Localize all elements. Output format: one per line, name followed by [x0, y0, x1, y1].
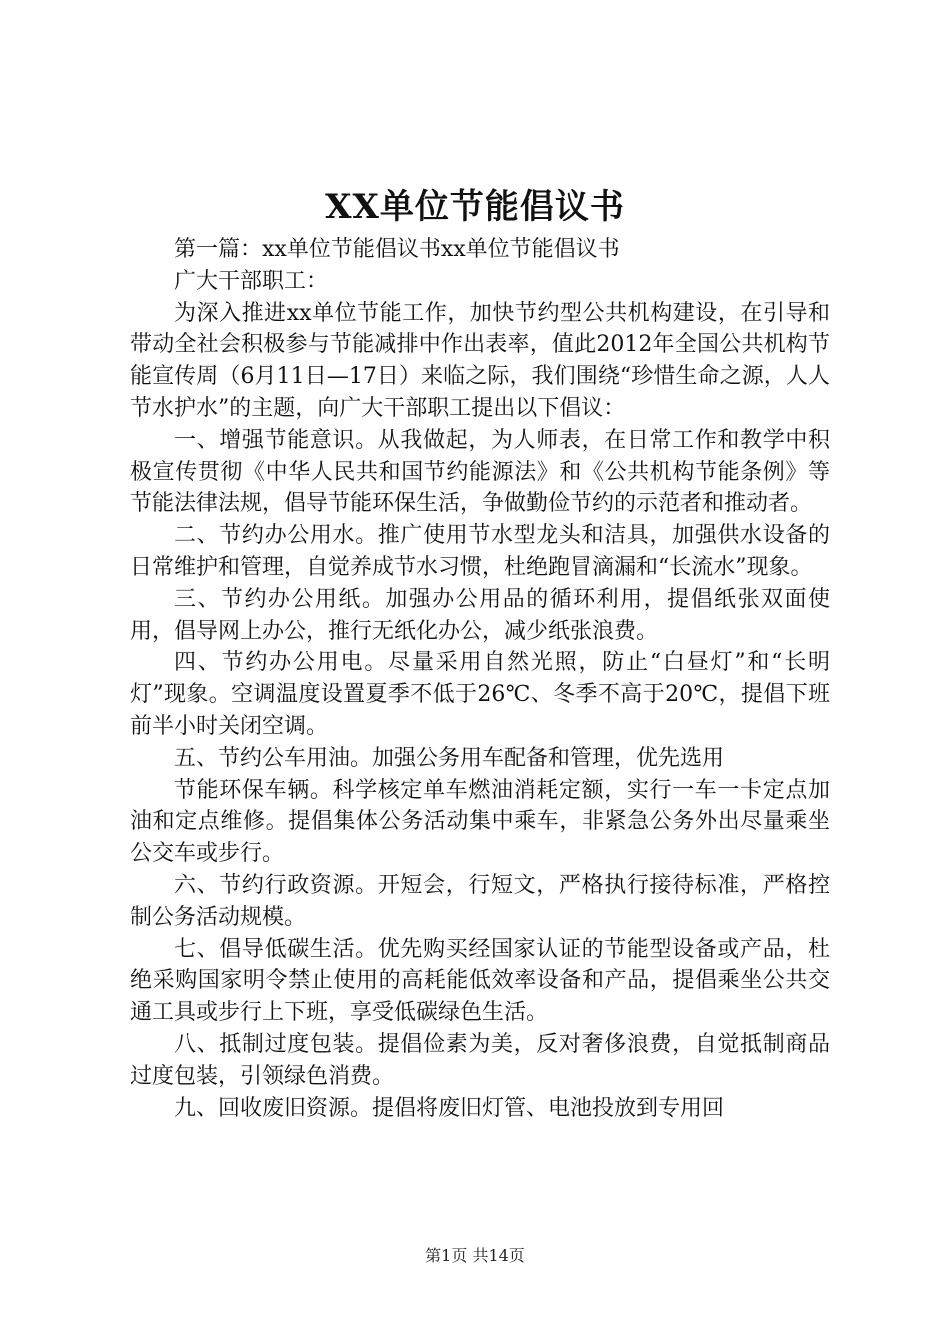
paragraph-item-1: 一、增强节能意识。从我做起，为人师表，在日常工作和教学中积极宣传贯彻《中华人民共和国节约能源法》和《公共机构节能条例》等节能法律法规，倡导节能环保生活，争做勤俭节约的示范者和推动者。 — [130, 427, 830, 517]
paragraph-item-5-continued: 节能环保车辆。科学核定单车燃油消耗定额，实行一车一卡定点加油和定点维修。提倡集体公务活动集中乘车，非紧急公务外出尽量乘坐公交车或步行。 — [130, 777, 830, 867]
document-body — [130, 234, 830, 1124]
paragraph-item-8: 八、抵制过度包装。提倡俭素为美，反对奢侈浪费，自觉抵制商品过度包装，引领绿色消费。 — [130, 1031, 830, 1089]
paragraph-item-4: 四、节约办公用电。尽量采用自然光照，防止“白昼灯”和“长明灯”现象。空调温度设置夏季不低于26℃、冬季不高于20℃，提倡下班前半小时关闭空调。 — [130, 650, 830, 739]
paragraph-item-2: 二、节约办公用水。推广使用节水型龙头和洁具，加强供水设备的日常维护和管理，自觉养成节水习惯，杜绝跑冒滴漏和“长流水”现象。 — [130, 523, 830, 580]
paragraph-item-5: 五、节约公车用油。加强公务用车配备和管理，优先选用 — [174, 745, 725, 771]
paragraph-item-6: 六、节约行政资源。开短会，行短文，严格执行接待标准，严格控制公务活动规模。 — [130, 872, 830, 930]
page-footer: 第1页 共14页 — [425, 1246, 525, 1265]
paragraph-item-3: 三、节约办公用纸。加强办公用品的循环利用，提倡纸张双面使用，倡导网上办公，推行无纸化办公，减少纸张浪费。 — [130, 586, 830, 644]
paragraph-heading-first-chapter: 第一篇：xx单位节能倡议书xx单位节能倡议书 — [174, 237, 620, 262]
paragraph-salutation: 广大干部职工： — [174, 268, 329, 294]
paragraph-intro: 为深入推进xx单位节能工作，加快节约型公共机构建设，在引导和带动全社会积极参与节能减排中作出表率，值此2012年全国公共机构节能宣传周（6月11日—17日）来临之际，我们围绕“珍惜生命之源，人人节水护水”的主题，向广大干部职工提出以下倡议： — [130, 300, 830, 421]
paragraph-item-9: 九、回收废旧资源。提倡将废旧灯管、电池投放到专用回 — [174, 1095, 725, 1121]
document-title: XX单位节能倡议书 — [325, 187, 625, 227]
paragraph-item-7: 七、倡导低碳生活。优先购买经国家认证的节能型设备或产品，杜绝采购国家明令禁止使用的高耗能低效率设备和产品，提倡乘坐公共交通工具或步行上下班，享受低碳绿色生活。 — [130, 936, 830, 1026]
